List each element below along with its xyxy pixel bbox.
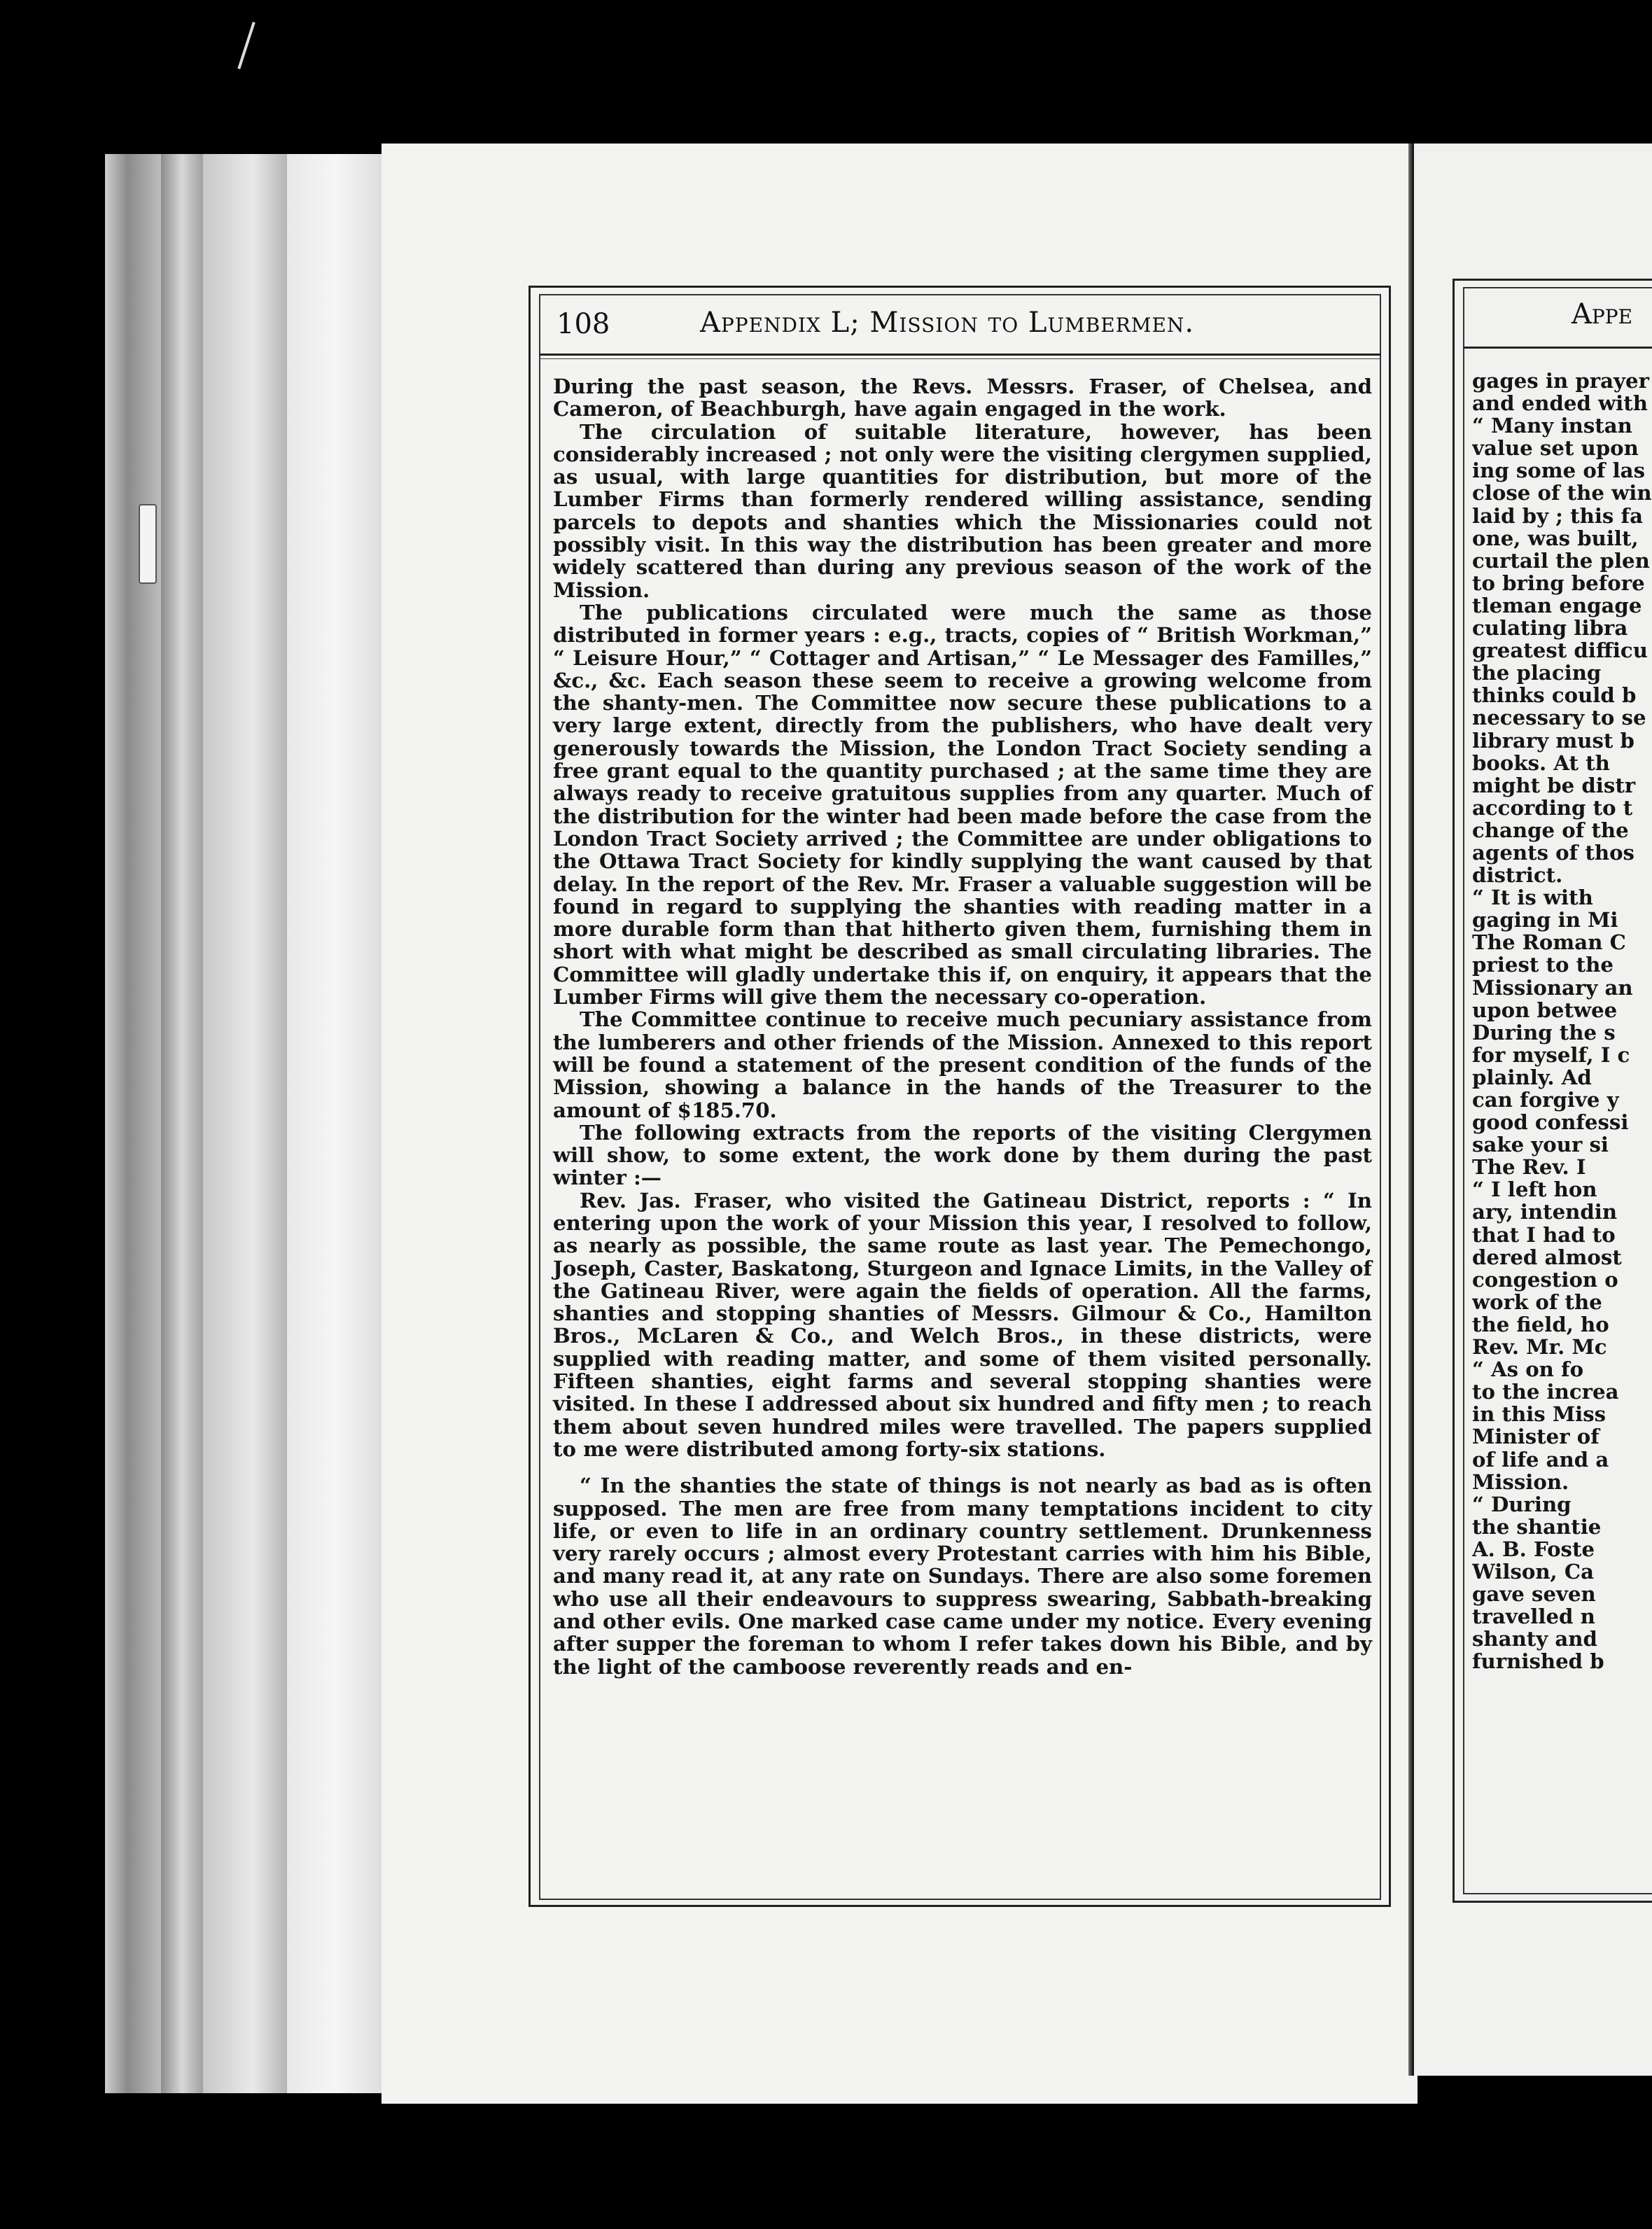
facing-line: laid by ; this fa xyxy=(1472,503,1643,528)
page-number: 108 xyxy=(556,308,610,340)
facing-line: sake your si xyxy=(1472,1133,1609,1157)
facing-line: for myself, I c xyxy=(1472,1042,1630,1067)
facing-line: the placing xyxy=(1472,661,1602,685)
facing-line: library must b xyxy=(1472,728,1634,753)
facing-body-text xyxy=(1472,370,1652,1672)
facing-line: in this Miss xyxy=(1472,1402,1606,1427)
paragraph: Rev. Jas. Fraser, who visited the Gatineau District, reports : “ In entering upon the work of your Mission this year, I resolved to follow, as nearly as possible, the same route as last year. The Pemechongo, Joseph, Caster, Baskatong, Sturgeon and Ignace Limits, in the Valley of the Gatineau River, were again the fields of operation. All the farms, shanties and stopping shanties of Messrs. Gilmour & Co., Hamilton Bros., McLaren & Co., and Welch Bros., in these districts, were supplied with reading matter, and some of them visited personally. Fifteen shanties, eight farms and several stopping shanties were visited. In these I addressed about six hundred and fifty men ; to reach them about seven hundred miles were travelled. The papers supplied to me were distributed among forty-six stations. xyxy=(553,1188,1372,1461)
facing-line: culating libra xyxy=(1472,616,1628,641)
facing-line: congestion o xyxy=(1472,1267,1618,1292)
paragraph: During the past season, the Revs. Messrs. Fraser, of Chelsea, and Cameron, of Beachburgh, have again engaged in the work. xyxy=(553,375,1372,421)
facing-line: dered almost xyxy=(1472,1245,1622,1269)
facing-line: according to t xyxy=(1472,795,1633,820)
paragraph: “ In the shanties the state of things is not nearly as bad as is often supposed. The men are free from many temptations incident to city life, or even to life in an ordinary country settlement. Drunkenness very rarely occurs ; almost every Protestant carries with him his Bible, and many read it, at any rate on Sundays. There are also some foremen who use all their endeavours to suppress swearing, Sabbath-breaking and other evils. One marked case came under my notice. Every evening after supper the foreman to whom I refer takes down his Bible, and by the light of the camboose reverently reads and en- xyxy=(553,1474,1372,1679)
facing-line: curtail the plen xyxy=(1472,548,1650,573)
facing-line: to bring before xyxy=(1472,571,1645,595)
facing-running-head: Appe xyxy=(1572,298,1633,330)
facing-line: “ I left hon xyxy=(1472,1178,1597,1202)
paragraph: The publications circulated were much the same as those distributed in former years : e.g., tracts, copies of “ British Workman,” “ Leisure Hour,” “ Cottager and Artisan,” “ Le Messager des Familles,” &c., &c. Each season these seem to receive a growing welcome from the shanty-men. The Committee now secure these publications to a very large extent, directly from the publishers, who have dealt very generously towards the Mission, the London Tract Society sending a free grant equal to the quantity purchased ; at the same time they are always ready to receive gratuitous supplies from any quarter. Much of the distribution for the winter had been made before the case from the London Tract Society arrived ; the Committee are under obligations to the Ottawa Tract Society for kindly supplying the want caused by that delay. In the report of the Rev. Mr. Fraser a valuable suggestion will be found in regard to supplying the shanties with reading matter in a more durable form than that hitherto given them, furnishing them in short with what might be described as small circulating libraries. The Committee will gladly undertake this if, on enquiry, it appears that the Lumber Firms will give them the necessary co-operation. xyxy=(553,600,1372,1009)
facing-line: good confessi xyxy=(1472,1110,1629,1135)
facing-line: “ During xyxy=(1472,1492,1572,1516)
facing-line: value set upon xyxy=(1472,436,1639,461)
header-rule xyxy=(539,358,1381,359)
page-edges xyxy=(203,154,287,2093)
body-text xyxy=(553,375,1372,1678)
facing-line: books. At th xyxy=(1472,750,1610,775)
facing-line: gages in prayer xyxy=(1472,370,1649,393)
facing-line: the field, ho xyxy=(1472,1312,1609,1336)
facing-line: “ Many instan xyxy=(1472,414,1632,438)
page-edges xyxy=(105,154,161,2093)
facing-line: can forgive y xyxy=(1472,1088,1619,1112)
paragraph: The following extracts from the reports of the visiting Clergymen will show, to some extent, the work done by them during the past winter :— xyxy=(553,1120,1372,1190)
facing-line: to the increa xyxy=(1472,1380,1619,1404)
facing-line: Rev. Mr. Mc xyxy=(1472,1335,1607,1360)
facing-line: ing some of las xyxy=(1472,459,1646,483)
facing-line: Missionary an xyxy=(1472,975,1633,1000)
facing-line: A. B. Foste xyxy=(1472,1537,1595,1561)
facing-line: and ended with xyxy=(1472,391,1648,416)
facing-line: might be distr xyxy=(1472,773,1636,797)
facing-line: Mission. xyxy=(1472,1469,1569,1494)
facing-line: priest to the xyxy=(1472,953,1614,977)
facing-line: district. xyxy=(1472,863,1563,888)
paragraph: The circulation of suitable literature, however, has been considerably increased ; not only were the visiting clergymen supplied, as usual, with large quantities for distribution, but more of the Lumber Firms than formerly rendered willing assistance, sending parcels to depots and shanties which the Missionaries could not possibly visit. In this way the distribution has been greater and more widely scattered than during any previous season of the work of the Mission. xyxy=(553,419,1372,602)
facing-line: ary, intendin xyxy=(1472,1200,1618,1224)
facing-line: “ It is with xyxy=(1472,886,1593,910)
facing-line: work of the xyxy=(1472,1290,1602,1314)
facing-line: the shantie xyxy=(1472,1514,1602,1539)
facing-line: gaging in Mi xyxy=(1472,908,1618,932)
facing-line: During the s xyxy=(1472,1020,1616,1044)
facing-line: tleman engage xyxy=(1472,593,1642,617)
facing-line: of life and a xyxy=(1472,1447,1609,1472)
facing-line: necessary to se xyxy=(1472,706,1646,730)
facing-line: The Roman C xyxy=(1472,930,1626,955)
facing-line: plainly. Ad xyxy=(1472,1065,1592,1089)
page-tab xyxy=(139,504,157,584)
scan-mark xyxy=(237,22,255,69)
facing-line: greatest difficu xyxy=(1472,638,1648,663)
facing-line: change of the xyxy=(1472,818,1629,842)
facing-line: Wilson, Ca xyxy=(1472,1559,1595,1584)
page-edges xyxy=(161,154,203,2093)
facing-line: close of the win xyxy=(1472,481,1652,505)
page-edges xyxy=(287,154,385,2093)
facing-line: thinks could b xyxy=(1472,683,1637,708)
facing-line: The Rev. I xyxy=(1472,1155,1586,1180)
facing-line: “ As on fo xyxy=(1472,1357,1584,1382)
facing-line: gave seven xyxy=(1472,1582,1596,1607)
paragraph: The Committee continue to receive much pecuniary assistance from the lumberers and other friends of the Mission. Annexed to this report will be found a statement of the present condition of the funds of the Mission, showing a balance in the hands of the Treasurer to the amount of $185.70. xyxy=(553,1007,1372,1122)
facing-line: that I had to xyxy=(1472,1222,1616,1247)
facing-line: one, was built, xyxy=(1472,526,1639,550)
facing-line: agents of thos xyxy=(1472,840,1634,865)
facing-line: furnished b xyxy=(1472,1649,1604,1673)
facing-line: Minister of xyxy=(1472,1425,1600,1449)
facing-header-rule xyxy=(1463,347,1652,349)
facing-line: shanty and xyxy=(1472,1627,1597,1651)
facing-line: travelled n xyxy=(1472,1605,1595,1629)
header-rule xyxy=(539,354,1381,356)
running-head: Appendix L; Mission to Lumbermen. xyxy=(700,307,1195,339)
facing-line: upon betwee xyxy=(1472,998,1618,1022)
